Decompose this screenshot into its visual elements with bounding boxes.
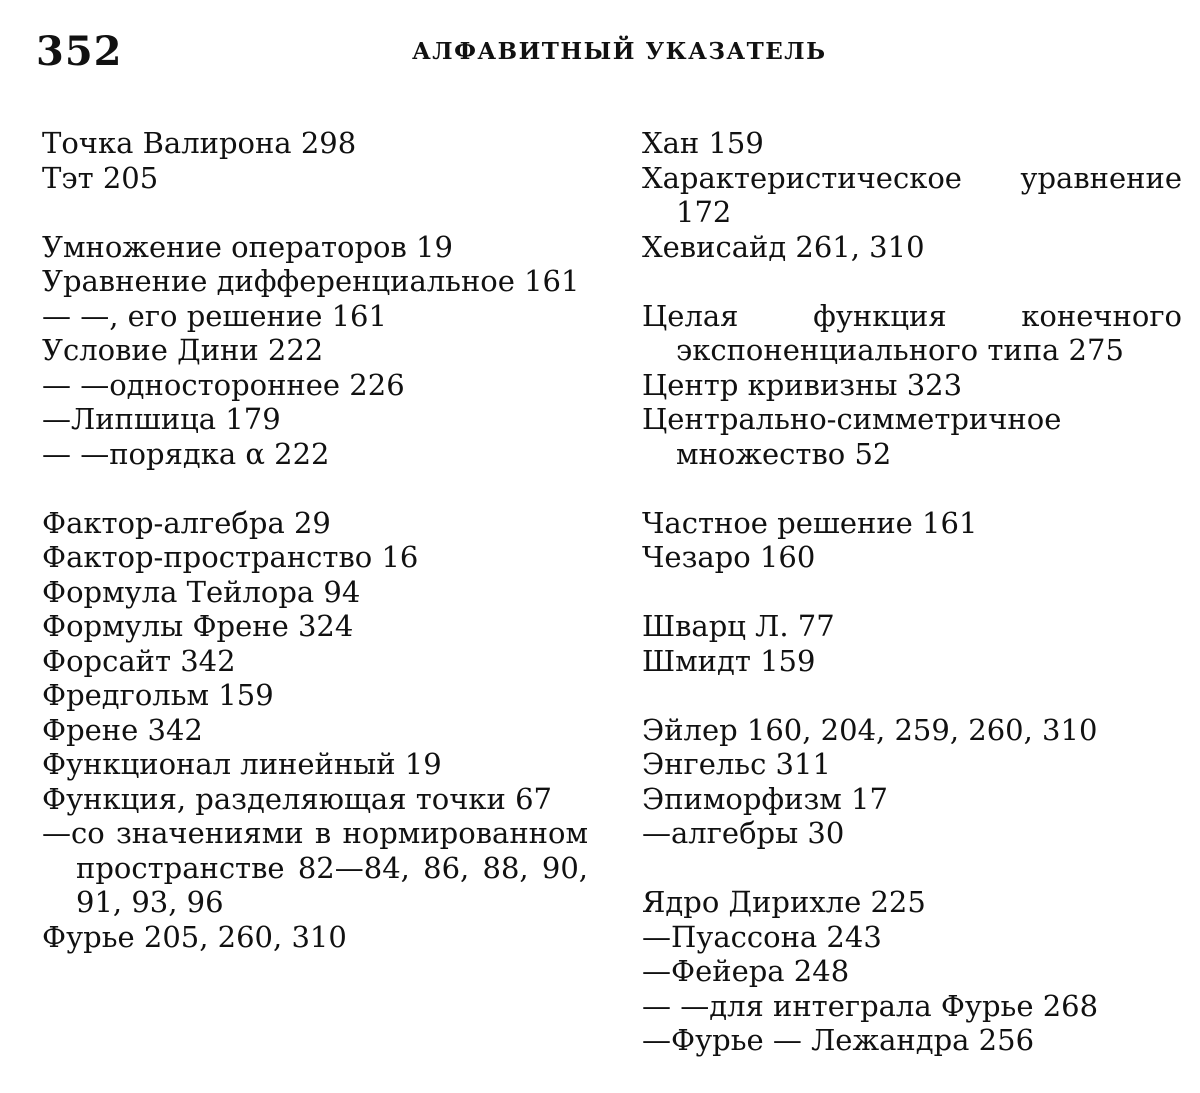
index-entry: Тэт 205 [42, 160, 159, 195]
index-entry: Фактор-алгебра 29 [42, 505, 331, 540]
index-column-left [42, 126, 588, 954]
index-entry: Хан 159 [642, 126, 764, 160]
index-entry: Центр кривизны 323 [642, 367, 963, 402]
index-entry: —Пуассона 243 [642, 919, 882, 954]
index-entry: Функция, разделяющая точки 67 [42, 781, 552, 816]
index-entry: Центрально-симметричное множество 52 [642, 402, 1062, 471]
index-column-right [642, 126, 1182, 1058]
index-entry: Уравнение дифференциальное 161 [42, 264, 580, 298]
index-entry: Характеристическое уравнение 172 [642, 160, 1182, 229]
index-group [42, 506, 588, 955]
index-entry: Эпиморфизм 17 [642, 781, 888, 816]
index-entry: Шмидт 159 [642, 643, 816, 678]
index-entry: Целая функция конечного экспоненциального типа 275 [642, 298, 1182, 367]
index-entry: Формула Тейлора 94 [42, 574, 361, 609]
index-group [642, 609, 1182, 678]
index-entry: Хевисайд 261, 310 [642, 229, 925, 264]
index-entry: Фурье 205, 260, 310 [42, 919, 347, 954]
index-group [642, 506, 1182, 575]
index-entry: — —порядка α 222 [42, 436, 330, 471]
index-entry: Шварц Л. 77 [642, 609, 835, 643]
index-entry: Умножение операторов 19 [42, 229, 453, 264]
index-entry: —алгебры 30 [642, 816, 845, 850]
index-entry: Фактор-пространство 16 [42, 540, 419, 574]
index-group [642, 126, 1182, 264]
index-entry: —Фейера 248 [642, 954, 850, 988]
index-entry: Энгельс 311 [642, 747, 831, 781]
index-entry: — —для интеграла Фурье 268 [642, 988, 1099, 1023]
index-entry: Ядро Дирихле 225 [642, 885, 926, 919]
index-entry: Форсайт 342 [42, 643, 236, 678]
index-entry: Точка Валирона 298 [42, 126, 357, 160]
index-entry: Функционал линейный 19 [42, 747, 442, 781]
index-entry: Эйлер 160, 204, 259, 260, 310 [642, 712, 1098, 747]
index-group [42, 126, 588, 195]
index-entry: —со значениями в нормированном пространстве 82—84, 86, 88, 90, 91, 93, 96 [42, 816, 588, 919]
index-group [642, 885, 1182, 1058]
index-entry: Фредгольм 159 [42, 678, 274, 712]
index-entry: — —одностороннее 226 [42, 367, 405, 402]
page-number: 352 [36, 28, 123, 75]
index-entry: Френе 342 [42, 712, 203, 747]
index-group [642, 299, 1182, 472]
index-entry: — —, его решение 161 [42, 298, 387, 333]
index-group [642, 713, 1182, 851]
index-entry: —Фурье — Лежандра 256 [642, 1023, 1035, 1057]
index-entry: Формулы Френе 324 [42, 609, 354, 643]
index-entry: Условие Дини 222 [42, 333, 324, 367]
index-entry: —Липшица 179 [42, 402, 281, 436]
running-head: АЛФАВИТНЫЙ УКАЗАТЕЛЬ [412, 38, 827, 65]
index-entry: Чезаро 160 [642, 540, 816, 574]
index-entry: Частное решение 161 [642, 505, 978, 540]
index-group [42, 230, 588, 472]
